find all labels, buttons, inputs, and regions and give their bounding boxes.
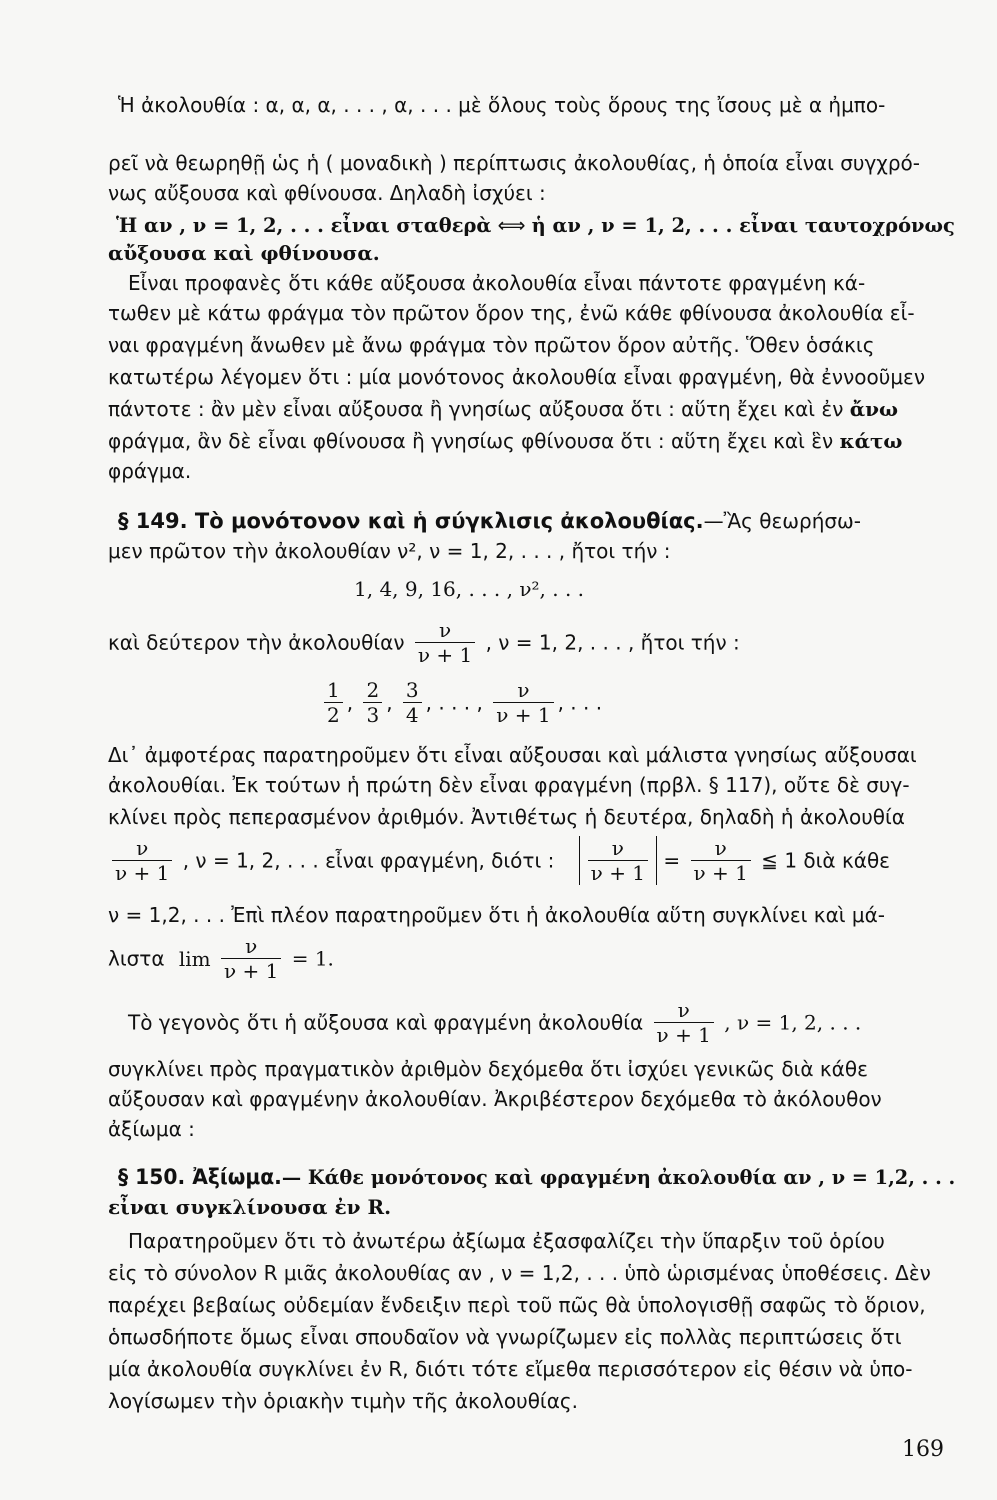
fraction-3-4: $\frac{3}{4}$ [403,678,422,727]
page-number: 169 [902,1437,944,1462]
ellipsis: , . . . , [425,690,483,715]
ellipsis: , . . . [557,690,603,715]
lim-operator: lim [178,946,211,971]
text-segment: ≦ 1 διὰ κάθε [761,848,890,873]
text-line-bound [108,836,890,885]
text-segment: φράγμα, ἂν δὲ εἶναι φθίνουσα ἢ γνησίως φθίνουσα ὅτι : αὕτη ἔχει καὶ ἓν [108,429,834,453]
equals-sign: = [663,848,681,873]
bold-text: αὔξουσα καὶ φθίνουσα. [108,241,380,265]
text-segment: λιστα [108,946,165,971]
text-line [108,428,902,454]
text-line: κατωτέρω λέγομεν ὅτι : μία μονότονος ἀκολουθία εἶναι φραγμένη, θὰ ἐννοοῦμεν [108,365,926,389]
text-line [108,618,740,667]
comma: , [346,690,354,715]
text-line-limit [108,934,334,983]
fraction-nu-over-nu-plus-1: $\frac{\nu}{\nu + 1}$ [588,836,648,885]
section-title: § 150. Ἀξίωμα. [118,1165,282,1189]
text-line [116,212,955,238]
text-line: μεν πρῶτον τὴν ἀκολουθίαν ν², ν = 1, 2, . . . , ἤτοι τήν : [108,539,671,563]
comma: , [386,690,393,715]
text-segment: —Ἂς θεωρήσω- [703,509,862,533]
fraction-1-2: $\frac{1}{2}$ [324,678,343,727]
text-segment: , ν = 1, 2, . . . [724,1010,862,1035]
text-line: ἀξίωμα : [108,1117,195,1141]
section-title: § 149. Τὸ μονότονον καὶ ἡ σύγκλισις ἀκολουθίας. [118,509,704,533]
equivalence-arrow: ⟺ [497,213,526,237]
text-line: εἰς τὸ σύνολον R μιᾶς ἀκολουθίας αν , ν = 1,2, . . . ὑπὸ ὡρισμένας ὑποθέσεις. Δὲν [108,1261,931,1285]
text-segment: , ν = 1, 2, . . . , ἤτοι τήν : [485,630,740,655]
text-line: παρέχει βεβαίως οὐδεμίαν ἔνδειξιν περὶ τοῦ πῶς θὰ ὑπολογισθῇ σαφῶς τὸ ὅριον, [108,1293,926,1317]
fraction-nu-over-nu-plus-1: $\frac{\nu}{\nu + 1}$ [493,678,553,727]
text-line: αὔξουσαν καὶ φραγμένην ἀκολουθίαν. Ἀκριβέστερον δεχόμεθα τὸ ἀκόλουθον [108,1087,882,1111]
text-segment: καὶ δεύτερον τὴν ἀκολουθίαν [108,630,405,655]
fraction-2-3: $\frac{2}{3}$ [363,678,382,727]
bold-text: κάτω [839,429,903,453]
section-heading-150 [118,1164,955,1190]
text-line: νως αὔξουσα καὶ φθίνουσα. Δηλαδὴ ἰσχύει : [108,181,546,205]
text-line: τωθεν μὲ κάτω φράγμα τὸν πρῶτον ὅρον της, ἐνῶ κάθε φθίνουσα ἀκολουθία εἶ- [108,301,915,325]
text-line: κλίνει πρὸς πεπερασμένον ἀριθμόν. Ἀντιθέτως ἡ δευτέρα, δηλαδὴ ἡ ἀκολουθία [108,805,905,829]
text-line: μία ἀκολουθία συγκλίνει ἐν R, διότι τότε εἴμεθα περισσότερον εἰς θέσιν νὰ ὑπο- [108,1357,913,1381]
bold-text: ἄνω [849,397,899,421]
text-line: φράγμα. [108,459,192,483]
section-heading-149 [118,508,861,534]
sequence-fractions [320,678,602,727]
text-line: Παρατηροῦμεν ὅτι τὸ ἀνωτέρω ἀξίωμα ἐξασφαλίζει τὴν ὕπαρξιν τοῦ ὁρίου [128,1229,885,1253]
text-line [128,998,861,1047]
text-line: ἀκολουθίαι. Ἐκ τούτων ἡ πρώτη δὲν εἶναι φραγμένη (πρβλ. § 117), οὔτε δὲ συγ- [108,773,910,797]
text-line: ν = 1,2, . . . Ἐπὶ πλέον παρατηροῦμεν ὅτι ἡ ἀκολουθία αὕτη συγκλίνει καὶ μά- [108,903,886,927]
text-line: Ἡ ἀκολουθία : α, α, α, . . . , α, . . . μὲ ὅλους τοὺς ὅρους της ἴσους μὲ α ἠμπο- [118,93,886,117]
text-line: ναι φραγμένη ἄνωθεν μὲ ἄνω φράγμα τὸν πρῶτον ὅρον αὐτῆς. Ὅθεν ὁσάκις [108,333,875,357]
text-line: λογίσωμεν τὴν ὁριακὴν τιμὴν τῆς ἀκολουθίας. [108,1389,578,1413]
bold-text: εἶναι συγκλίνουσα ἐν R. [108,1195,392,1219]
text-segment: , ν = 1, 2, . . . εἶναι φραγμένη, διότι : [182,848,555,873]
fraction-nu-over-nu-plus-1: $\frac{\nu}{\nu + 1}$ [112,836,172,885]
bold-text: Ἡ αν , ν = 1, 2, . . . εἶναι σταθερὰ [116,213,492,237]
text-line: Δι᾽ ἀμφοτέρας παρατηροῦμεν ὅτι εἶναι αὔξουσαι καὶ μάλιστα γνησίως αὔξουσαι [108,743,917,767]
text-line [108,1194,391,1220]
fraction-nu-over-nu-plus-1: $\frac{\nu}{\nu + 1}$ [415,618,475,667]
text-line: ὁπωσδήποτε ὅμως εἶναι σπουδαῖον νὰ γνωρίζωμεν εἰς πολλὰς περιπτώσεις ὅτι [108,1325,902,1349]
bold-text: — Κάθε μονότονος καὶ φραγμένη ἀκολουθία αν , ν = 1,2, . . . [281,1165,956,1189]
text-line: ρεῖ νὰ θεωρηθῇ ὡς ἡ ( μοναδικὴ ) περίπτωσις ἀκολουθίας, ἡ ὁποία εἶναι συγχρό- [108,151,920,175]
text-line [108,240,380,266]
text-line: συγκλίνει πρὸς πραγματικὸν ἀριθμὸν δεχόμεθα ὅτι ἰσχύει γενικῶς διὰ κάθε [108,1057,868,1081]
bold-text: ἡ αν , ν = 1, 2, . . . εἶναι ταυτοχρόνως [531,213,955,237]
text-segment: πάντοτε : ἂν μὲν εἶναι αὔξουσα ἢ γνησίως αὔξουσα ὅτι : αὕτη ἔχει καὶ ἐν [108,397,844,421]
text-segment: = 1. [291,946,334,971]
text-line [108,396,898,422]
fraction-nu-over-nu-plus-1: $\frac{\nu}{\nu + 1}$ [221,934,281,983]
absolute-value [579,836,657,885]
sequence-squares: 1, 4, 9, 16, . . . , ν², . . . [354,577,585,601]
fraction-nu-over-nu-plus-1: $\frac{\nu}{\nu + 1}$ [654,998,714,1047]
fraction-nu-over-nu-plus-1: $\frac{\nu}{\nu + 1}$ [691,836,751,885]
text-line: Εἶναι προφανὲς ὅτι κάθε αὔξουσα ἀκολουθία εἶναι πάντοτε φραγμένη κά- [128,271,866,295]
text-segment: Τὸ γεγονὸς ὅτι ἡ αὔξουσα καὶ φραγμένη ἀκολουθία [128,1010,644,1035]
